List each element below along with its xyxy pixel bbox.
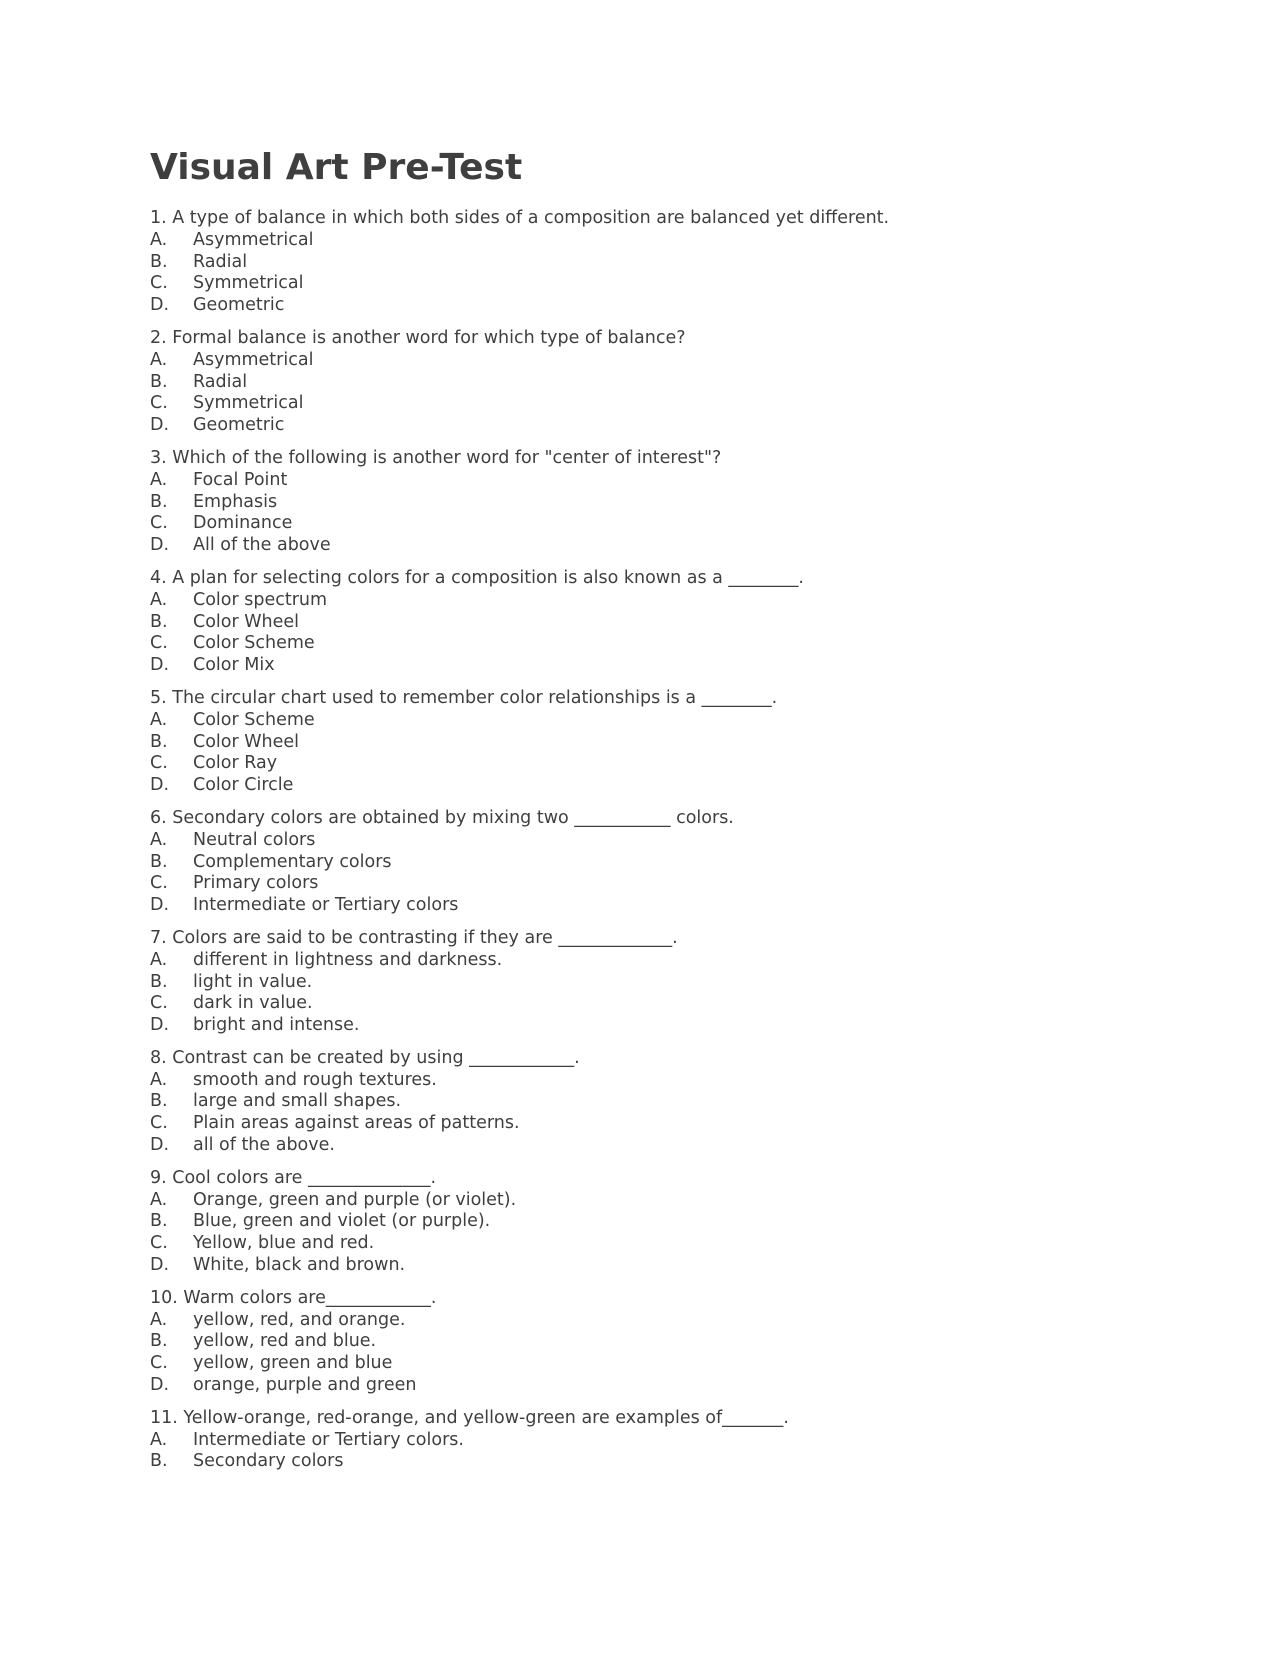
answer-option	[150, 972, 1150, 994]
option-text: Symmetrical	[193, 393, 304, 414]
answer-option	[150, 492, 1150, 514]
question-text: 5. The circular chart used to remember color relationships is a ________.	[150, 687, 778, 708]
answer-option	[150, 350, 1150, 372]
option-letter: B.	[150, 851, 168, 872]
question-text: 3. Which of the following is another word for "center of interest"?	[150, 447, 722, 468]
option-text: Intermediate or Tertiary colors	[193, 895, 459, 916]
option-text: Color Wheel	[193, 611, 300, 632]
option-text: Orange, green and purple (or violet).	[193, 1189, 517, 1210]
answer-option	[150, 612, 1150, 634]
answer-option	[150, 1015, 1150, 1037]
option-letter: B.	[150, 611, 168, 632]
answer-option	[150, 273, 1150, 295]
option-letter: A.	[150, 469, 168, 490]
answer-option	[150, 513, 1150, 535]
answer-option	[150, 1070, 1150, 1092]
option-text: Emphasis	[193, 491, 278, 512]
answer-option	[150, 710, 1150, 732]
option-letter: A.	[150, 589, 168, 610]
answer-option	[150, 753, 1150, 775]
option-letter: C.	[150, 513, 168, 534]
option-letter: D.	[150, 775, 170, 796]
option-letter: D.	[150, 535, 170, 556]
option-text: Symmetrical	[193, 273, 304, 294]
option-text: Complementary colors	[193, 851, 392, 872]
answer-option	[150, 655, 1150, 677]
answer-option	[150, 1331, 1150, 1353]
answer-option	[150, 295, 1150, 317]
option-letter: B.	[150, 1091, 168, 1112]
answer-option	[150, 415, 1150, 437]
question-8	[150, 1048, 1150, 1157]
option-letter: B.	[150, 1451, 168, 1472]
answer-option	[150, 470, 1150, 492]
question-11	[150, 1408, 1150, 1473]
answer-option	[150, 993, 1150, 1015]
answer-option	[150, 775, 1150, 797]
answer-option	[150, 830, 1150, 852]
question-text: 8. Contrast can be created by using ____________.	[150, 1047, 580, 1068]
question-10	[150, 1288, 1150, 1397]
question-3	[150, 448, 1150, 557]
option-letter: B.	[150, 371, 168, 392]
answer-option	[150, 852, 1150, 874]
option-letter: C.	[150, 273, 168, 294]
option-letter: A.	[150, 1069, 168, 1090]
option-letter: C.	[150, 753, 168, 774]
option-letter: A.	[150, 229, 168, 250]
option-text: White, black and brown.	[193, 1255, 406, 1276]
option-text: Radial	[193, 371, 248, 392]
question-text: 7. Colors are said to be contrasting if they are _____________.	[150, 927, 678, 948]
question-text: 6. Secondary colors are obtained by mixing two ___________ colors.	[150, 807, 734, 828]
option-letter: C.	[150, 1233, 168, 1254]
answer-option	[150, 590, 1150, 612]
answer-option	[150, 1091, 1150, 1113]
option-text: different in lightness and darkness.	[193, 949, 503, 970]
option-letter: C.	[150, 873, 168, 894]
option-letter: D.	[150, 295, 170, 316]
option-text: Focal Point	[193, 469, 288, 490]
answer-option	[150, 1310, 1150, 1332]
option-letter: D.	[150, 655, 170, 676]
answer-option	[150, 1353, 1150, 1375]
answer-option	[150, 1190, 1150, 1212]
option-letter: B.	[150, 251, 168, 272]
option-text: all of the above.	[193, 1135, 335, 1156]
option-text: large and small shapes.	[193, 1091, 402, 1112]
option-text: Primary colors	[193, 873, 319, 894]
option-text: dark in value.	[193, 993, 313, 1014]
question-text: 9. Cool colors are ______________.	[150, 1167, 437, 1188]
answer-option	[150, 535, 1150, 557]
option-text: light in value.	[193, 971, 313, 992]
question-text: 11. Yellow-orange, red-orange, and yellow-green are examples of_______.	[150, 1407, 789, 1428]
option-letter: C.	[150, 993, 168, 1014]
option-text: Plain areas against areas of patterns.	[193, 1113, 520, 1134]
option-letter: A.	[150, 1189, 168, 1210]
option-text: Color Mix	[193, 655, 275, 676]
question-9	[150, 1168, 1150, 1277]
option-letter: A.	[150, 829, 168, 850]
question-7	[150, 928, 1150, 1037]
question-text: 2. Formal balance is another word for which type of balance?	[150, 327, 686, 348]
option-letter: D.	[150, 1135, 170, 1156]
answer-option	[150, 633, 1150, 655]
option-text: Blue, green and violet (or purple).	[193, 1211, 491, 1232]
answer-option	[150, 1113, 1150, 1135]
answer-option	[150, 732, 1150, 754]
option-text: Color Circle	[193, 775, 294, 796]
option-letter: C.	[150, 633, 168, 654]
option-letter: A.	[150, 949, 168, 970]
option-text: orange, purple and green	[193, 1375, 417, 1396]
option-text: yellow, green and blue	[193, 1353, 393, 1374]
answer-option	[150, 1451, 1150, 1473]
option-letter: A.	[150, 709, 168, 730]
option-letter: A.	[150, 349, 168, 370]
option-text: bright and intense.	[193, 1015, 360, 1036]
option-text: Asymmetrical	[193, 229, 314, 250]
answer-option	[150, 230, 1150, 252]
option-text: Color Scheme	[193, 633, 315, 654]
option-letter: D.	[150, 415, 170, 436]
answer-option	[150, 1211, 1150, 1233]
option-text: Color Ray	[193, 753, 278, 774]
option-letter: D.	[150, 1255, 170, 1276]
answer-option	[150, 873, 1150, 895]
option-letter: B.	[150, 491, 168, 512]
option-letter: C.	[150, 1113, 168, 1134]
option-letter: D.	[150, 1375, 170, 1396]
option-text: Asymmetrical	[193, 349, 314, 370]
option-text: Geometric	[193, 295, 285, 316]
option-text: Geometric	[193, 415, 285, 436]
answer-option	[150, 372, 1150, 394]
answer-option	[150, 895, 1150, 917]
option-letter: B.	[150, 731, 168, 752]
option-text: Dominance	[193, 513, 293, 534]
option-text: yellow, red and blue.	[193, 1331, 377, 1352]
answer-option	[150, 393, 1150, 415]
option-letter: D.	[150, 1015, 170, 1036]
option-letter: D.	[150, 895, 170, 916]
document-page	[150, 146, 1150, 1484]
question-4	[150, 568, 1150, 677]
answer-option	[150, 950, 1150, 972]
option-text: Neutral colors	[193, 829, 316, 850]
option-text: Yellow, blue and red.	[193, 1233, 375, 1254]
option-text: All of the above	[193, 535, 331, 556]
option-text: smooth and rough textures.	[193, 1069, 437, 1090]
option-text: Color spectrum	[193, 589, 328, 610]
question-text: 4. A plan for selecting colors for a composition is also known as a ________.	[150, 567, 804, 588]
option-letter: B.	[150, 1211, 168, 1232]
option-text: Secondary colors	[193, 1451, 344, 1472]
option-letter: B.	[150, 971, 168, 992]
question-5	[150, 688, 1150, 797]
option-text: Color Scheme	[193, 709, 315, 730]
option-letter: A.	[150, 1429, 168, 1450]
answer-option	[150, 252, 1150, 274]
option-text: yellow, red, and orange.	[193, 1309, 406, 1330]
answer-option	[150, 1430, 1150, 1452]
option-text: Color Wheel	[193, 731, 300, 752]
option-text: Intermediate or Tertiary colors.	[193, 1429, 464, 1450]
answer-option	[150, 1375, 1150, 1397]
option-letter: C.	[150, 1353, 168, 1374]
question-1	[150, 208, 1150, 317]
answer-option	[150, 1135, 1150, 1157]
option-letter: A.	[150, 1309, 168, 1330]
question-6	[150, 808, 1150, 917]
question-2	[150, 328, 1150, 437]
answer-option	[150, 1255, 1150, 1277]
option-letter: B.	[150, 1331, 168, 1352]
answer-option	[150, 1233, 1150, 1255]
page-title: Visual Art Pre-Test	[150, 147, 523, 188]
option-letter: C.	[150, 393, 168, 414]
question-text: 10. Warm colors are____________.	[150, 1287, 437, 1308]
option-text: Radial	[193, 251, 248, 272]
question-text: 1. A type of balance in which both sides of a composition are balanced yet different.	[150, 208, 890, 228]
